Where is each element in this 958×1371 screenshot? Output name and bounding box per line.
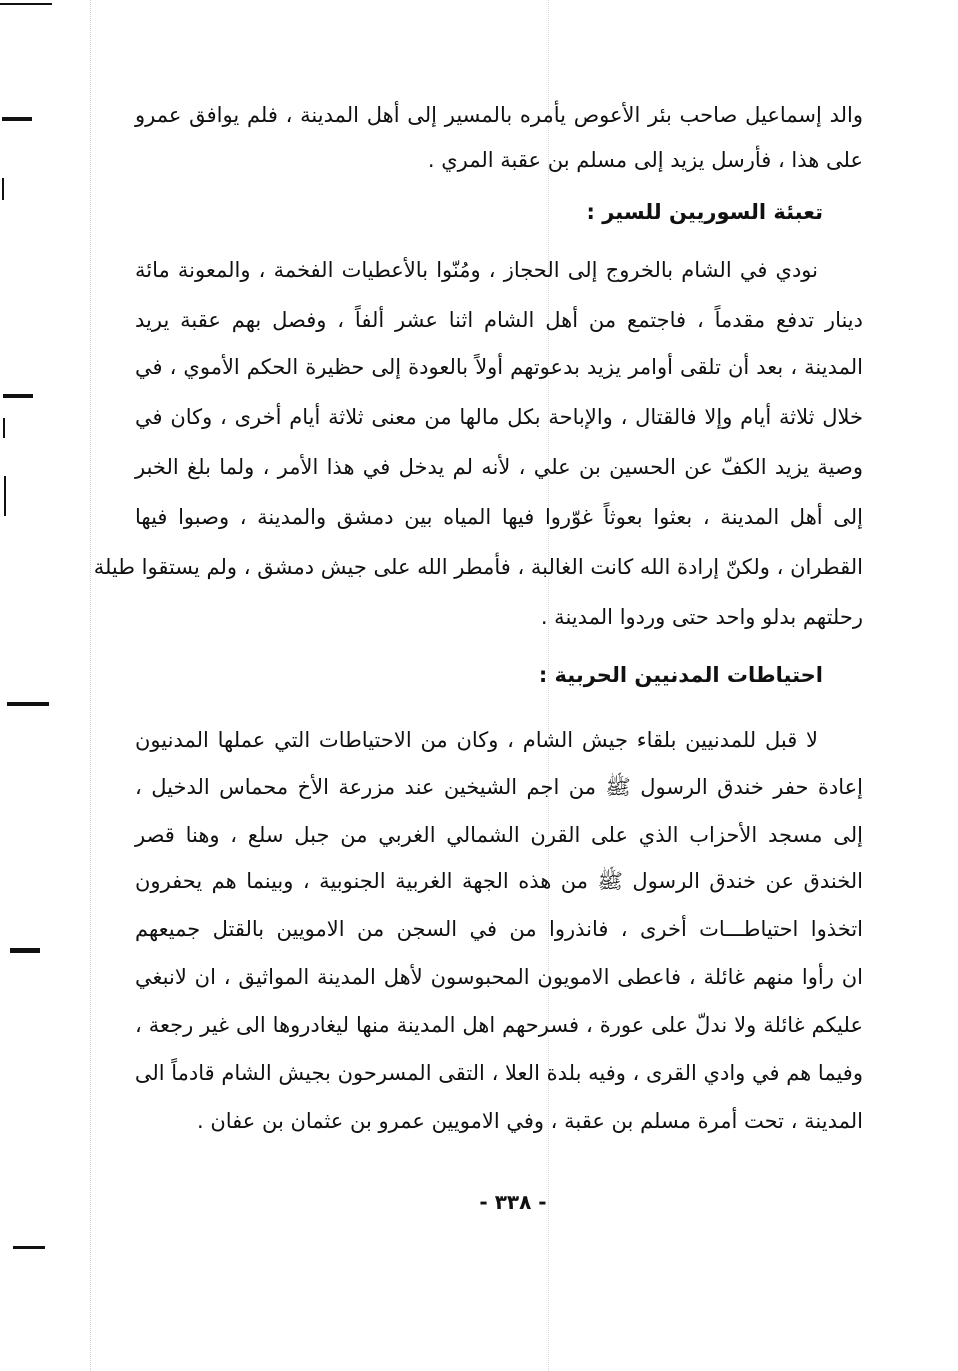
scan-dotted-guide-left <box>90 0 93 1371</box>
text-line: وفيما هم في وادي القرى ، وفيه بلدة العلا ، التقى المسرحون بجيش الشام قادماً الى <box>134 1061 863 1085</box>
text-line: خلال ثلاثة أيام وإلا فالقتال ، والإباحة بكل مالها من معنى ثلاثة أيام أخرى ، وكان في <box>135 405 863 429</box>
text-line: المدينة ، بعد أن تلقى أوامر يزيد بدعوتهم أولاً بالعودة إلى حظيرة الحكم الأموي ، في <box>135 355 863 379</box>
text-line: إعادة حفر خندق الرسول ﷺ من اجم الشيخين عند مزرعة الأخ محماس الدخيل ، <box>135 775 863 799</box>
text-line: إلى مسجد الأحزاب الذي على القرن الشمالي الغربي من جبل سلع ، وهنا قصر <box>135 823 863 847</box>
text-line: رحلتهم بدلو واحد حتى وردوا المدينة . <box>540 605 863 629</box>
margin-mark <box>13 1246 45 1249</box>
text-line: نودي في الشام بالخروج إلى الحجاز ، ومُنّوا بالأعطيات الفخمة ، والمعونة مائة <box>135 258 818 282</box>
margin-mark <box>3 394 33 398</box>
margin-mark <box>3 418 5 438</box>
margin-mark <box>2 178 4 200</box>
margin-mark <box>4 476 6 516</box>
text-line: الخندق عن خندق الرسول ﷺ من هذه الجهة الغربية الجنوبية ، وبينما هم يحفرون <box>135 869 863 893</box>
text-line: القطران ، ولكنّ إرادة الله كانت الغالبة ، فأمطر الله على جيش دمشق ، ولم يستقوا طيلة <box>93 555 863 579</box>
text-line: عليكم غائلة ولا ندلّ على عورة ، فسرحهم اهل المدينة منها ليغادروها الى غير رجعة ، <box>135 1013 863 1037</box>
margin-mark <box>0 3 52 5</box>
text-line: المدينة ، تحت أمرة مسلم بن عقبة ، وفي الامويين عمرو بن عثمان بن عفان . <box>196 1109 863 1133</box>
margin-mark <box>7 702 49 706</box>
text-line: دينار تدفع مقدماً ، فاجتمع من أهل الشام اثنا عشر ألفاً ، وفصل بهم عقبة يريد <box>135 308 863 332</box>
section-heading: تعبئة السوريين للسير : <box>586 200 823 224</box>
page-number: - ٣٣٨ - <box>479 1190 547 1214</box>
text-line: لا قبل للمدنيين بلقاء جيش الشام ، وكان من الاحتياطات التي عملها المدنيون <box>135 728 818 752</box>
text-line: ان رأوا منهم غائلة ، فاعطى الامويون المحبوسون لأهل المدينة المواثيق ، ان لانبغي <box>135 965 863 989</box>
text-line: اتخذوا احتياطـــات أخرى ، فانذروا من في السجن من الامويين بالقتل جميعهم <box>135 917 863 941</box>
text-line: إلى أهل المدينة ، بعثوا بعوثاً غوّروا فيها المياه بين دمشق والمدينة ، وصبوا فيها <box>135 505 863 529</box>
text-line: وصية يزيد الكفّ عن الحسين بن علي ، لأنه لم يدخل في هذا الأمر ، ولما بلغ الخبر <box>135 455 863 479</box>
section-heading: احتياطات المدنيين الحربية : <box>538 663 823 687</box>
margin-mark <box>2 117 32 121</box>
margin-mark <box>10 948 40 953</box>
text-line: والد إسماعيل صاحب بئر الأعوص يأمره بالمسير إلى أهل المدينة ، فلم يوافق عمرو <box>135 103 863 127</box>
text-line: على هذا ، فأرسل يزيد إلى مسلم بن عقبة المري . <box>427 148 863 172</box>
